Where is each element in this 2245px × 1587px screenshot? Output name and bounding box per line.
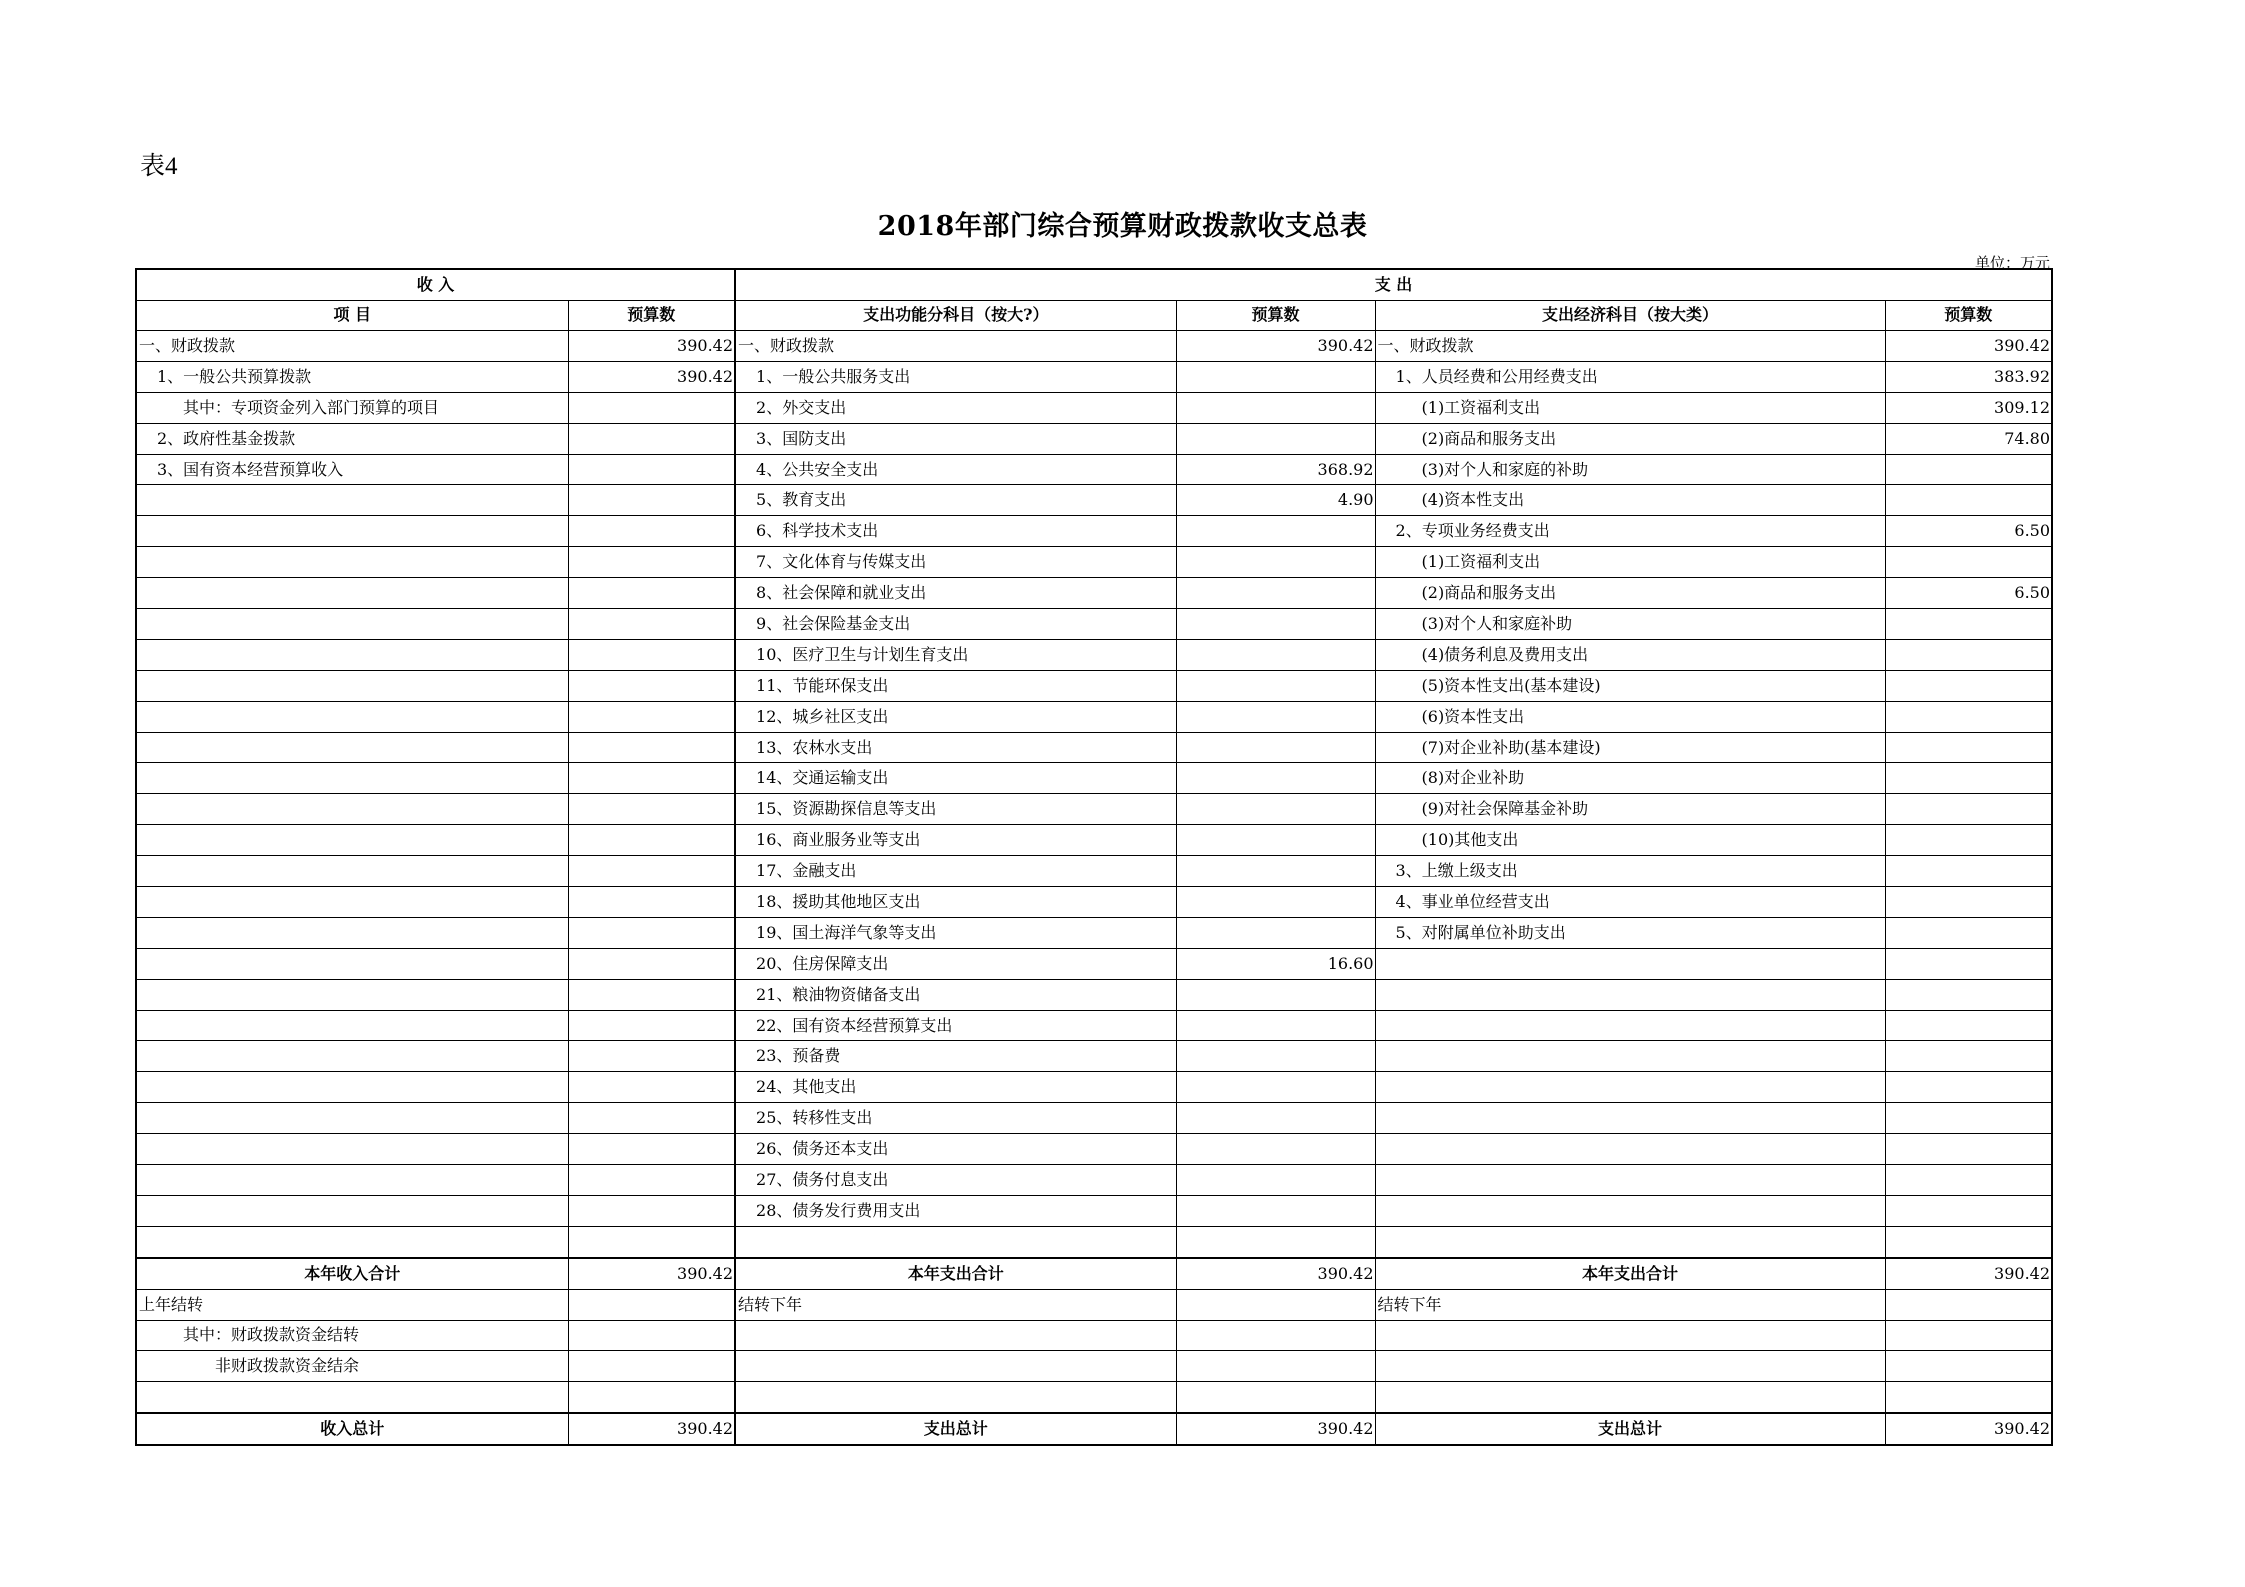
carry-nonfiscal-empty-e [1375, 1351, 1885, 1382]
econ-budget-cell [1885, 979, 2052, 1010]
income-item-cell [136, 887, 568, 918]
blank-cell [1885, 1382, 2052, 1413]
income-item-cell [136, 856, 568, 887]
table-row [136, 887, 2052, 918]
year-expense-func-label: 本年支出合计 [735, 1258, 1176, 1289]
grand-expense-econ-label: 支出总计 [1375, 1413, 1885, 1445]
table-row [136, 856, 2052, 887]
carry-fiscal-empty-f [1885, 1320, 2052, 1351]
income-budget-cell [568, 485, 735, 516]
grand-total-row [136, 1413, 2052, 1445]
func-budget-cell: 16.60 [1176, 948, 1375, 979]
income-item-cell [136, 948, 568, 979]
table-row [136, 670, 2052, 701]
income-budget-cell [568, 887, 735, 918]
blank-cell [1375, 1382, 1885, 1413]
func-budget-cell [1176, 1134, 1375, 1165]
econ-item-cell [1375, 1134, 1885, 1165]
income-budget-cell: 390.42 [568, 361, 735, 392]
econ-item-cell [1375, 1041, 1885, 1072]
func-budget-cell [1176, 701, 1375, 732]
econ-item-cell: 2、专项业务经费支出 [1375, 516, 1885, 547]
income-item-cell [136, 1041, 568, 1072]
carry-nonfiscal-empty-d [1176, 1351, 1375, 1382]
econ-budget-cell [1885, 856, 2052, 887]
econ-item-cell: (1)工资福利支出 [1375, 392, 1885, 423]
year-income-label: 本年收入合计 [136, 1258, 568, 1289]
func-item-cell: 2、外交支出 [735, 392, 1176, 423]
expense-section-header: 支 出 [735, 269, 2052, 300]
econ-item-cell [1375, 948, 1885, 979]
column-header-row [136, 300, 2052, 331]
func-item-cell: 21、粮油物资储备支出 [735, 979, 1176, 1010]
table-row [136, 1165, 2052, 1196]
grand-income-label: 收入总计 [136, 1413, 568, 1445]
income-budget-cell [568, 423, 735, 454]
carry-nonfiscal-empty-c [735, 1351, 1176, 1382]
func-item-cell: 15、资源勘探信息等支出 [735, 794, 1176, 825]
func-item-cell: 8、社会保障和就业支出 [735, 578, 1176, 609]
col-header-econ-class: 支出经济科目（按大类） [1375, 300, 1885, 331]
carry-in-nonfiscal-value [568, 1351, 735, 1382]
func-item-cell [735, 1226, 1176, 1257]
func-item-cell: 27、债务付息支出 [735, 1165, 1176, 1196]
func-item-cell: 12、城乡社区支出 [735, 701, 1176, 732]
table-row [136, 547, 2052, 578]
func-item-cell: 10、医疗卫生与计划生育支出 [735, 639, 1176, 670]
econ-item-cell: (9)对社会保障基金补助 [1375, 794, 1885, 825]
func-item-cell: 18、援助其他地区支出 [735, 887, 1176, 918]
econ-item-cell: (10)其他支出 [1375, 825, 1885, 856]
income-item-cell: 3、国有资本经营预算收入 [136, 454, 568, 485]
table-row [136, 1226, 2052, 1257]
income-item-cell [136, 1134, 568, 1165]
func-item-cell: 14、交通运输支出 [735, 763, 1176, 794]
income-item-cell: 1、一般公共预算拨款 [136, 361, 568, 392]
func-item-cell: 3、国防支出 [735, 423, 1176, 454]
income-item-cell [136, 670, 568, 701]
func-budget-cell [1176, 547, 1375, 578]
carry-fiscal-empty-c [735, 1320, 1176, 1351]
econ-budget-cell [1885, 917, 2052, 948]
carry-out-econ-value [1885, 1289, 2052, 1320]
carry-row [136, 1289, 2052, 1320]
econ-budget-cell [1885, 1134, 2052, 1165]
func-item-cell: 17、金融支出 [735, 856, 1176, 887]
income-budget-cell [568, 670, 735, 701]
income-budget-cell [568, 609, 735, 640]
blank-cell [136, 1382, 568, 1413]
income-budget-cell [568, 1226, 735, 1257]
income-budget-cell: 390.42 [568, 331, 735, 362]
col-header-income-budget: 预算数 [568, 300, 735, 331]
econ-budget-cell [1885, 485, 2052, 516]
income-item-cell [136, 763, 568, 794]
econ-budget-cell: 74.80 [1885, 423, 2052, 454]
econ-item-cell: 1、人员经费和公用经费支出 [1375, 361, 1885, 392]
income-item-cell [136, 732, 568, 763]
income-item-cell [136, 485, 568, 516]
table-row [136, 392, 2052, 423]
econ-budget-cell [1885, 1165, 2052, 1196]
econ-budget-cell [1885, 763, 2052, 794]
table-number: 表4 [140, 153, 178, 180]
income-item-cell: 一、财政拨款 [136, 331, 568, 362]
income-budget-cell [568, 794, 735, 825]
table-row [136, 701, 2052, 732]
income-budget-cell [568, 732, 735, 763]
grand-income-value: 390.42 [568, 1413, 735, 1445]
func-budget-cell [1176, 392, 1375, 423]
econ-item-cell: (5)资本性支出(基本建设) [1375, 670, 1885, 701]
income-budget-cell [568, 1165, 735, 1196]
func-budget-cell [1176, 979, 1375, 1010]
func-budget-cell [1176, 423, 1375, 454]
table-row [136, 609, 2052, 640]
table-row [136, 1010, 2052, 1041]
econ-budget-cell [1885, 639, 2052, 670]
income-item-cell [136, 639, 568, 670]
carry-in-fiscal-value [568, 1320, 735, 1351]
func-item-cell: 6、科学技术支出 [735, 516, 1176, 547]
table-row [136, 1072, 2052, 1103]
unit-label: 单位：万元 [1974, 254, 2050, 272]
table-row [136, 454, 2052, 485]
income-budget-cell [568, 856, 735, 887]
grand-expense-econ-value: 390.42 [1885, 1413, 2052, 1445]
income-budget-cell [568, 948, 735, 979]
col-header-func-class: 支出功能分科目（按大?） [735, 300, 1176, 331]
econ-budget-cell [1885, 1226, 2052, 1257]
income-budget-cell [568, 547, 735, 578]
grand-expense-func-value: 390.42 [1176, 1413, 1375, 1445]
econ-item-cell [1375, 1072, 1885, 1103]
econ-budget-cell [1885, 732, 2052, 763]
carry-in-fiscal-label: 其中：财政拨款资金结转 [136, 1320, 568, 1351]
income-budget-cell [568, 1072, 735, 1103]
table-row [136, 516, 2052, 547]
func-budget-cell [1176, 516, 1375, 547]
income-item-cell [136, 1103, 568, 1134]
carry-out-econ-label: 结转下年 [1375, 1289, 1885, 1320]
func-item-cell: 9、社会保险基金支出 [735, 609, 1176, 640]
func-budget-cell [1176, 670, 1375, 701]
table-row [136, 361, 2052, 392]
func-item-cell: 25、转移性支出 [735, 1103, 1176, 1134]
func-budget-cell [1176, 639, 1375, 670]
blank-cell [568, 1382, 735, 1413]
func-budget-cell [1176, 578, 1375, 609]
func-budget-cell [1176, 361, 1375, 392]
func-item-cell: 5、教育支出 [735, 485, 1176, 516]
func-item-cell: 26、债务还本支出 [735, 1134, 1176, 1165]
table-row [136, 578, 2052, 609]
carry-out-func-label: 结转下年 [735, 1289, 1176, 1320]
econ-budget-cell: 6.50 [1885, 578, 2052, 609]
econ-item-cell: 一、财政拨款 [1375, 331, 1885, 362]
income-item-cell [136, 917, 568, 948]
section-header-row [136, 269, 2052, 300]
page-title: 2018年部门综合预算财政拨款收支总表 [877, 211, 1368, 242]
func-item-cell: 11、节能环保支出 [735, 670, 1176, 701]
income-item-cell [136, 1010, 568, 1041]
econ-item-cell [1375, 1165, 1885, 1196]
income-item-cell [136, 609, 568, 640]
econ-item-cell: (4)资本性支出 [1375, 485, 1885, 516]
econ-budget-cell: 6.50 [1885, 516, 2052, 547]
income-budget-cell [568, 701, 735, 732]
blank-cell [1176, 1382, 1375, 1413]
func-item-cell: 4、公共安全支出 [735, 454, 1176, 485]
income-item-cell [136, 516, 568, 547]
blank-row [136, 1382, 2052, 1413]
income-item-cell [136, 794, 568, 825]
income-item-cell: 其中：专项资金列入部门预算的项目 [136, 392, 568, 423]
econ-item-cell [1375, 1103, 1885, 1134]
income-item-cell [136, 825, 568, 856]
econ-item-cell: (6)资本性支出 [1375, 701, 1885, 732]
func-item-cell: 19、国土海洋气象等支出 [735, 917, 1176, 948]
func-budget-cell: 4.90 [1176, 485, 1375, 516]
income-item-cell [136, 1195, 568, 1226]
func-budget-cell [1176, 1010, 1375, 1041]
econ-budget-cell [1885, 670, 2052, 701]
income-budget-cell [568, 392, 735, 423]
carry-out-func-value [1176, 1289, 1375, 1320]
func-budget-cell [1176, 856, 1375, 887]
year-income-value: 390.42 [568, 1258, 735, 1289]
carry-in-label: 上年结转 [136, 1289, 568, 1320]
func-item-cell: 23、预备费 [735, 1041, 1176, 1072]
income-budget-cell [568, 1134, 735, 1165]
func-budget-cell: 368.92 [1176, 454, 1375, 485]
func-item-cell: 13、农林水支出 [735, 732, 1176, 763]
table-row [136, 948, 2052, 979]
func-item-cell: 1、一般公共服务支出 [735, 361, 1176, 392]
table-row [136, 732, 2052, 763]
econ-item-cell: (3)对个人和家庭的补助 [1375, 454, 1885, 485]
table-row [136, 1041, 2052, 1072]
econ-budget-cell: 309.12 [1885, 392, 2052, 423]
func-item-cell: 7、文化体育与传媒支出 [735, 547, 1176, 578]
table-row [136, 917, 2052, 948]
table-row [136, 639, 2052, 670]
income-item-cell [136, 979, 568, 1010]
carry-in-nonfiscal-label: 非财政拨款资金结余 [136, 1351, 568, 1382]
income-item-cell [136, 1072, 568, 1103]
econ-item-cell [1375, 1195, 1885, 1226]
econ-budget-cell [1885, 547, 2052, 578]
carry-fiscal-empty-e [1375, 1320, 1885, 1351]
func-budget-cell [1176, 1195, 1375, 1226]
income-budget-cell [568, 578, 735, 609]
income-budget-cell [568, 917, 735, 948]
func-budget-cell [1176, 887, 1375, 918]
econ-budget-cell [1885, 1010, 2052, 1041]
econ-budget-cell [1885, 887, 2052, 918]
income-budget-cell [568, 825, 735, 856]
econ-budget-cell [1885, 1103, 2052, 1134]
func-item-cell: 22、国有资本经营预算支出 [735, 1010, 1176, 1041]
func-item-cell: 20、住房保障支出 [735, 948, 1176, 979]
func-budget-cell [1176, 732, 1375, 763]
econ-budget-cell [1885, 825, 2052, 856]
econ-item-cell [1375, 1226, 1885, 1257]
econ-item-cell [1375, 979, 1885, 1010]
table-row [136, 1134, 2052, 1165]
func-item-cell: 24、其他支出 [735, 1072, 1176, 1103]
table-row [136, 485, 2052, 516]
table-row [136, 423, 2052, 454]
table-row [136, 794, 2052, 825]
func-item-cell: 一、财政拨款 [735, 331, 1176, 362]
income-item-cell [136, 1165, 568, 1196]
income-item-cell [136, 547, 568, 578]
func-budget-cell [1176, 1041, 1375, 1072]
econ-budget-cell [1885, 1072, 2052, 1103]
carry-fiscal-empty-d [1176, 1320, 1375, 1351]
blank-cell [735, 1382, 1176, 1413]
table-row [136, 825, 2052, 856]
econ-budget-cell [1885, 1041, 2052, 1072]
income-budget-cell [568, 1041, 735, 1072]
func-budget-cell [1176, 609, 1375, 640]
econ-item-cell: 3、上缴上级支出 [1375, 856, 1885, 887]
income-budget-cell [568, 1103, 735, 1134]
year-expense-econ-value: 390.42 [1885, 1258, 2052, 1289]
table-row [136, 331, 2052, 362]
func-budget-cell: 390.42 [1176, 331, 1375, 362]
table-row [136, 1195, 2052, 1226]
econ-item-cell: (1)工资福利支出 [1375, 547, 1885, 578]
table-row [136, 763, 2052, 794]
col-header-econ-budget: 预算数 [1885, 300, 2052, 331]
econ-item-cell: 5、对附属单位补助支出 [1375, 917, 1885, 948]
table-row [136, 1103, 2052, 1134]
econ-item-cell: (2)商品和服务支出 [1375, 578, 1885, 609]
income-budget-cell [568, 763, 735, 794]
income-budget-cell [568, 979, 735, 1010]
income-budget-cell [568, 1195, 735, 1226]
econ-item-cell: (8)对企业补助 [1375, 763, 1885, 794]
func-budget-cell [1176, 825, 1375, 856]
carry-nonfiscal-row [136, 1351, 2052, 1382]
table-row [136, 979, 2052, 1010]
year-expense-func-value: 390.42 [1176, 1258, 1375, 1289]
econ-item-cell [1375, 1010, 1885, 1041]
econ-budget-cell [1885, 794, 2052, 825]
func-budget-cell [1176, 1072, 1375, 1103]
func-item-cell: 16、商业服务业等支出 [735, 825, 1176, 856]
econ-item-cell: (7)对企业补助(基本建设) [1375, 732, 1885, 763]
year-total-row [136, 1258, 2052, 1289]
econ-budget-cell: 383.92 [1885, 361, 2052, 392]
econ-budget-cell [1885, 948, 2052, 979]
econ-budget-cell [1885, 1195, 2052, 1226]
year-expense-econ-label: 本年支出合计 [1375, 1258, 1885, 1289]
econ-item-cell: 4、事业单位经营支出 [1375, 887, 1885, 918]
func-budget-cell [1176, 1103, 1375, 1134]
income-item-cell: 2、政府性基金拨款 [136, 423, 568, 454]
income-item-cell [136, 1226, 568, 1257]
func-budget-cell [1176, 917, 1375, 948]
grand-expense-func-label: 支出总计 [735, 1413, 1176, 1445]
carry-fiscal-row [136, 1320, 2052, 1351]
income-budget-cell [568, 516, 735, 547]
econ-budget-cell [1885, 454, 2052, 485]
func-budget-cell [1176, 1226, 1375, 1257]
econ-budget-cell: 390.42 [1885, 331, 2052, 362]
income-budget-cell [568, 639, 735, 670]
income-item-cell [136, 701, 568, 732]
carry-in-value [568, 1289, 735, 1320]
econ-item-cell: (4)债务利息及费用支出 [1375, 639, 1885, 670]
econ-item-cell: (2)商品和服务支出 [1375, 423, 1885, 454]
income-section-header: 收 入 [136, 269, 735, 300]
col-header-item: 项 目 [136, 300, 568, 331]
func-item-cell: 28、债务发行费用支出 [735, 1195, 1176, 1226]
func-budget-cell [1176, 1165, 1375, 1196]
income-item-cell [136, 578, 568, 609]
func-budget-cell [1176, 794, 1375, 825]
col-header-func-budget: 预算数 [1176, 300, 1375, 331]
func-budget-cell [1176, 763, 1375, 794]
carry-nonfiscal-empty-f [1885, 1351, 2052, 1382]
econ-budget-cell [1885, 609, 2052, 640]
econ-item-cell: (3)对个人和家庭补助 [1375, 609, 1885, 640]
budget-table [135, 268, 2053, 1446]
income-budget-cell [568, 1010, 735, 1041]
econ-budget-cell [1885, 701, 2052, 732]
income-budget-cell [568, 454, 735, 485]
